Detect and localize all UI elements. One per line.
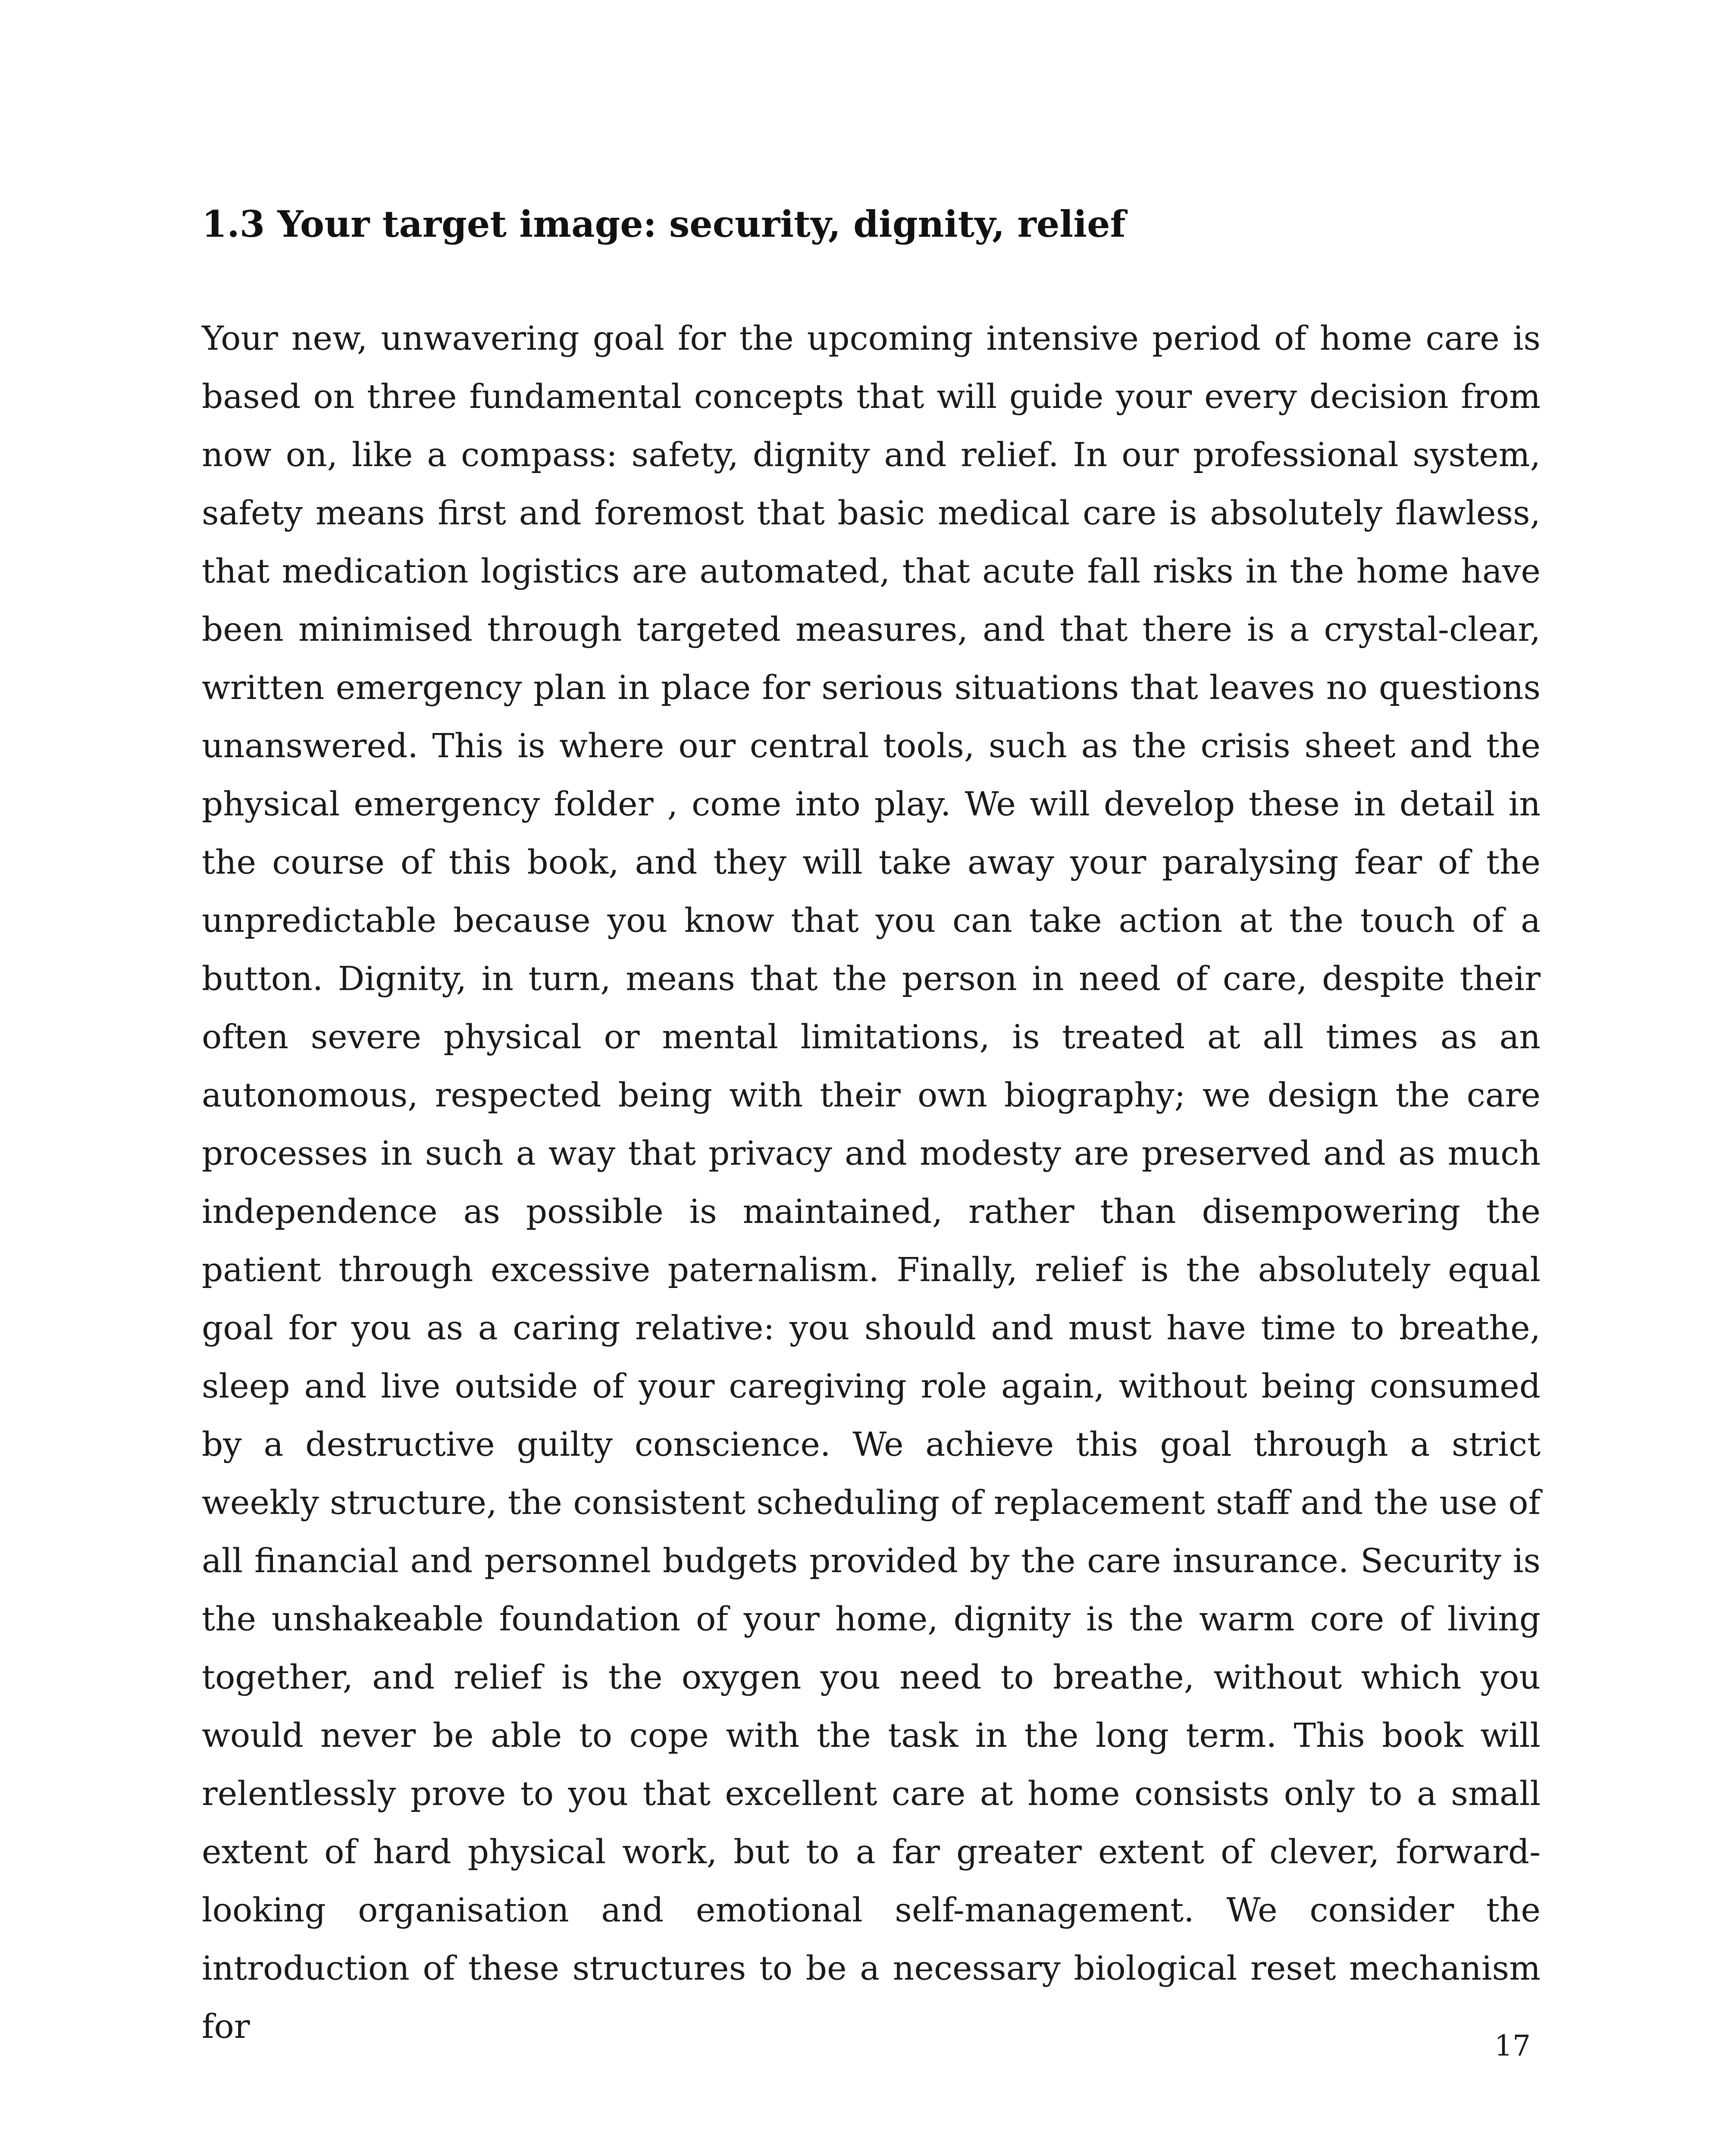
body-paragraph: Your new, unwavering goal for the upcoming intensive period of home care is based on three fundamental concepts that will guide your every decision from now on, like a compass: safety, dignity and relief. In our professional system, safety means first and foremost that basic medical care is absolutely flawless, that medication logistics are automated, that acute fall risks in the home have been minimised through targeted measures, and that there is a crystal-clear, written emergency plan in place for serious situations that leaves no questions unanswered. This is where our central tools, such as the crisis sheet and the physical emergency folder , come into play. We will develop these in detail in the course of this book, and they will take away your paralysing fear of the unpredictable because you know that you can take action at the touch of a button. Dignity, in turn, means that the person in need of care, despite their often severe physical or mental limitations, is treated at all times as an autonomous, respected being with their own biography; we design the care processes in such a way that privacy and modesty are preserved and as much independence as possible is maintained, rather than disempowering the patient through excessive paternalism. Finally, relief is the absolutely equal goal for you as a caring relative: you should and must have time to breathe, sleep and live outside of your caregiving role again, without being consumed by a destructive guilty conscience. We achieve this goal through a strict weekly structure, the consistent scheduling of replacement staff and the use of all financial and personnel budgets provided by the care insurance. Security is the unshakeable foundation of your home, dignity is the warm core of living together, and relief is the oxygen you need to breathe, without which you would never be able to cope with the task in the long term. This book will relentlessly prove to you that excellent care at home consists only to a small extent of hard physical work, but to a far greater extent of clever, forward-looking organisation and emotional self-management. We consider the introduction of these structures to be a necessary biological reset mechanism for (202, 320, 1541, 2046)
section-heading: 1.3 Your target image: security, dignity, relief (202, 203, 1126, 245)
page-number: 17 (1494, 2029, 1531, 2062)
